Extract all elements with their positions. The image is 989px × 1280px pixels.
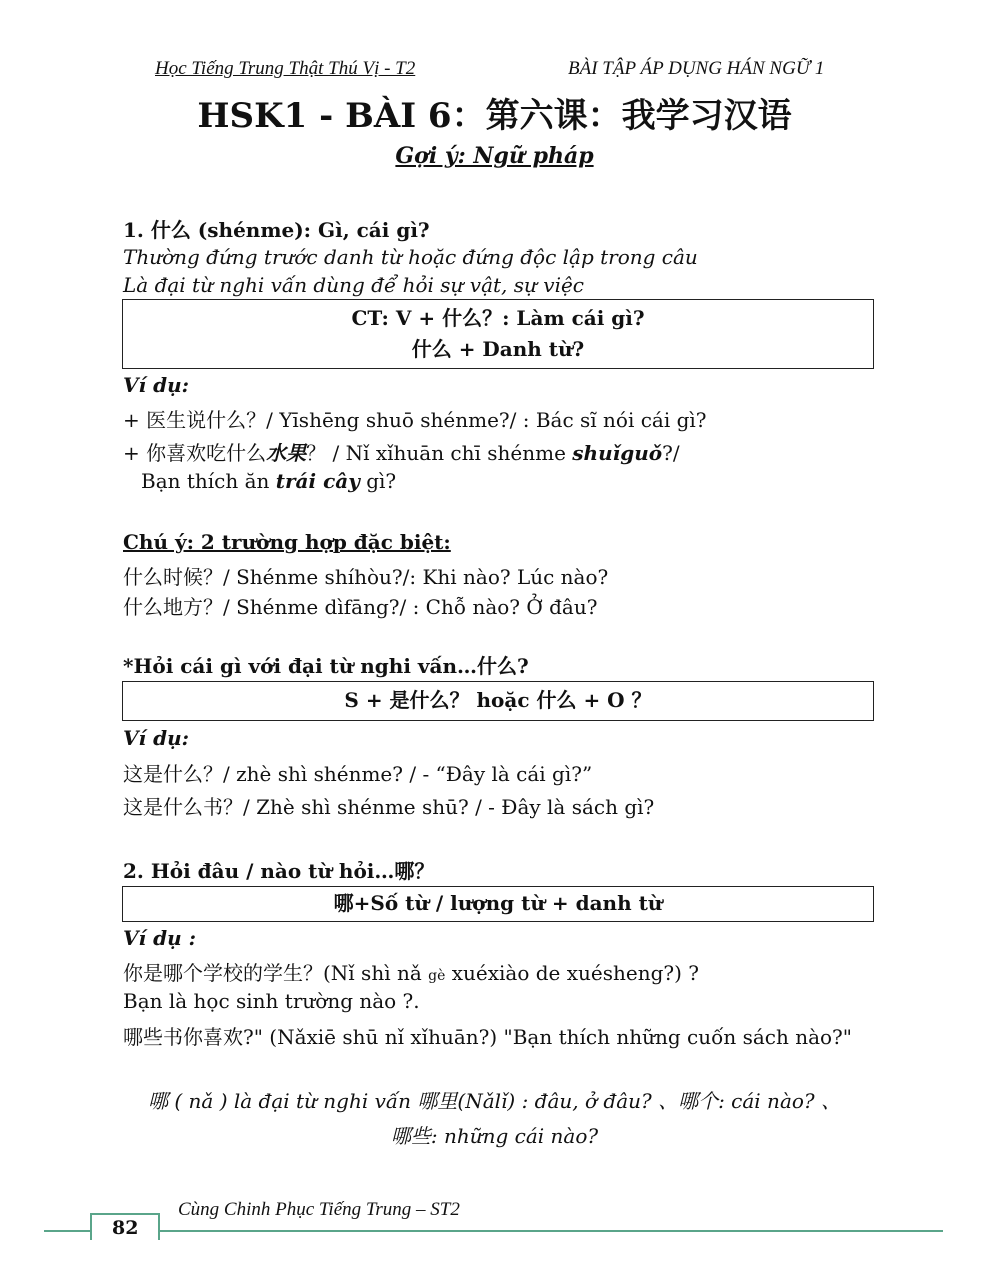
header-left: Học Tiếng Trung Thật Thú Vị - T2 bbox=[155, 58, 416, 79]
example-label-1: Ví dụ: bbox=[123, 373, 189, 397]
example-3-2: 哪些书你喜欢?" (Nǎxiē shū nǐ xǐhuān?) "Bạn thích những cuốn sách nào?" bbox=[123, 1025, 852, 1049]
example-1-2 bbox=[123, 437, 680, 466]
example-1-2-d: shuǐguǒ bbox=[572, 441, 663, 465]
formula-1-line2: 什么 + Danh từ? bbox=[411, 337, 585, 361]
example-label-2: Ví dụ: bbox=[123, 726, 189, 750]
example-2-2: 这是什么书？/ Zhè shì shénme shū? / - Đây là sách gì? bbox=[123, 795, 655, 819]
example-1-2-translation bbox=[141, 469, 396, 493]
formula-box-2 bbox=[122, 681, 874, 721]
footer-text: Cùng Chinh Phục Tiếng Trung – ST2 bbox=[178, 1199, 460, 1220]
formula-box-3 bbox=[122, 886, 874, 922]
section2-heading: 2. Hỏi đâu / nào từ hỏi…哪？ bbox=[123, 859, 435, 883]
formula-box-1 bbox=[122, 299, 874, 369]
summary-line1: 哪 ( nǎ ) là đại từ nghi vấn 哪里(Nǎlǐ) : đâu, ở đâu? 、哪个: cái nào? 、 bbox=[148, 1089, 841, 1113]
footer-rule-right bbox=[160, 1230, 943, 1232]
section1-heading: 1. 什么 (shénme): Gì, cái gì? bbox=[123, 218, 430, 242]
note-heading: Chú ý: 2 trường hợp đặc biệt: bbox=[123, 530, 451, 554]
section1-line2: Là đại từ nghi vấn dùng để hỏi sự vật, sự việc bbox=[123, 273, 585, 297]
example-1-2-tr-a: Bạn thích ăn bbox=[141, 469, 276, 493]
formula-3: 哪+Số từ / lượng từ + danh từ bbox=[333, 891, 663, 915]
example-3-1-a: 你是哪个学校的学生？(Nǐ shì nǎ bbox=[123, 961, 429, 985]
example-1-2-tr-c: gì? bbox=[359, 469, 397, 493]
example-1-2-c: ？ / Nǐ xǐhuān chī shénme bbox=[306, 441, 573, 465]
note-line2: 什么地方？/ Shénme dìfāng?/ : Chỗ nào? Ở đâu? bbox=[123, 595, 598, 619]
ask-heading: *Hỏi cái gì với đại từ nghi vấn…什么? bbox=[123, 654, 529, 678]
example-3-1 bbox=[123, 957, 699, 986]
example-2-1: 这是什么？/ zhè shì shénme? / - “Đây là cái gì?” bbox=[123, 762, 593, 786]
page-title: HSK1 - BÀI 6：第六课：我学习汉语 bbox=[197, 96, 792, 136]
page-subtitle: Gợi ý: Ngữ pháp bbox=[395, 143, 594, 169]
summary-line2: 哪些: những cái nào? bbox=[390, 1124, 599, 1148]
example-1-2-b: 水果 bbox=[266, 441, 307, 465]
section1-line1: Thường đứng trước danh từ hoặc đứng độc lập trong câu bbox=[123, 245, 698, 269]
example-1-2-a: + 你喜欢吃什么 bbox=[123, 441, 267, 465]
example-3-1-b: gè bbox=[428, 968, 446, 984]
footer-rule-left bbox=[44, 1230, 90, 1232]
example-1-2-tr-b: trái cây bbox=[275, 469, 360, 493]
example-label-3: Ví dụ : bbox=[123, 926, 196, 950]
example-1-2-e: ?/ bbox=[662, 441, 680, 465]
note-line1: 什么时候？/ Shénme shíhòu?/: Khi nào? Lúc nào? bbox=[123, 565, 609, 589]
example-3-1-translation: Bạn là học sinh trường nào ?. bbox=[123, 989, 420, 1013]
page-number: 82 bbox=[112, 1217, 139, 1239]
example-3-1-c: xuéxiào de xuésheng?) ? bbox=[445, 961, 699, 985]
formula-2: S + 是什么？ hoặc 什么 + O ？ bbox=[344, 688, 652, 712]
formula-1-line1: CT: V + 什么？: Làm cái gì? bbox=[351, 306, 645, 330]
header-right: BÀI TẬP ÁP DỤNG HÁN NGỮ 1 bbox=[568, 58, 825, 79]
example-1-1: + 医生说什么？/ Yīshēng shuō shénme?/ : Bác sĩ nói cái gì? bbox=[123, 408, 707, 432]
